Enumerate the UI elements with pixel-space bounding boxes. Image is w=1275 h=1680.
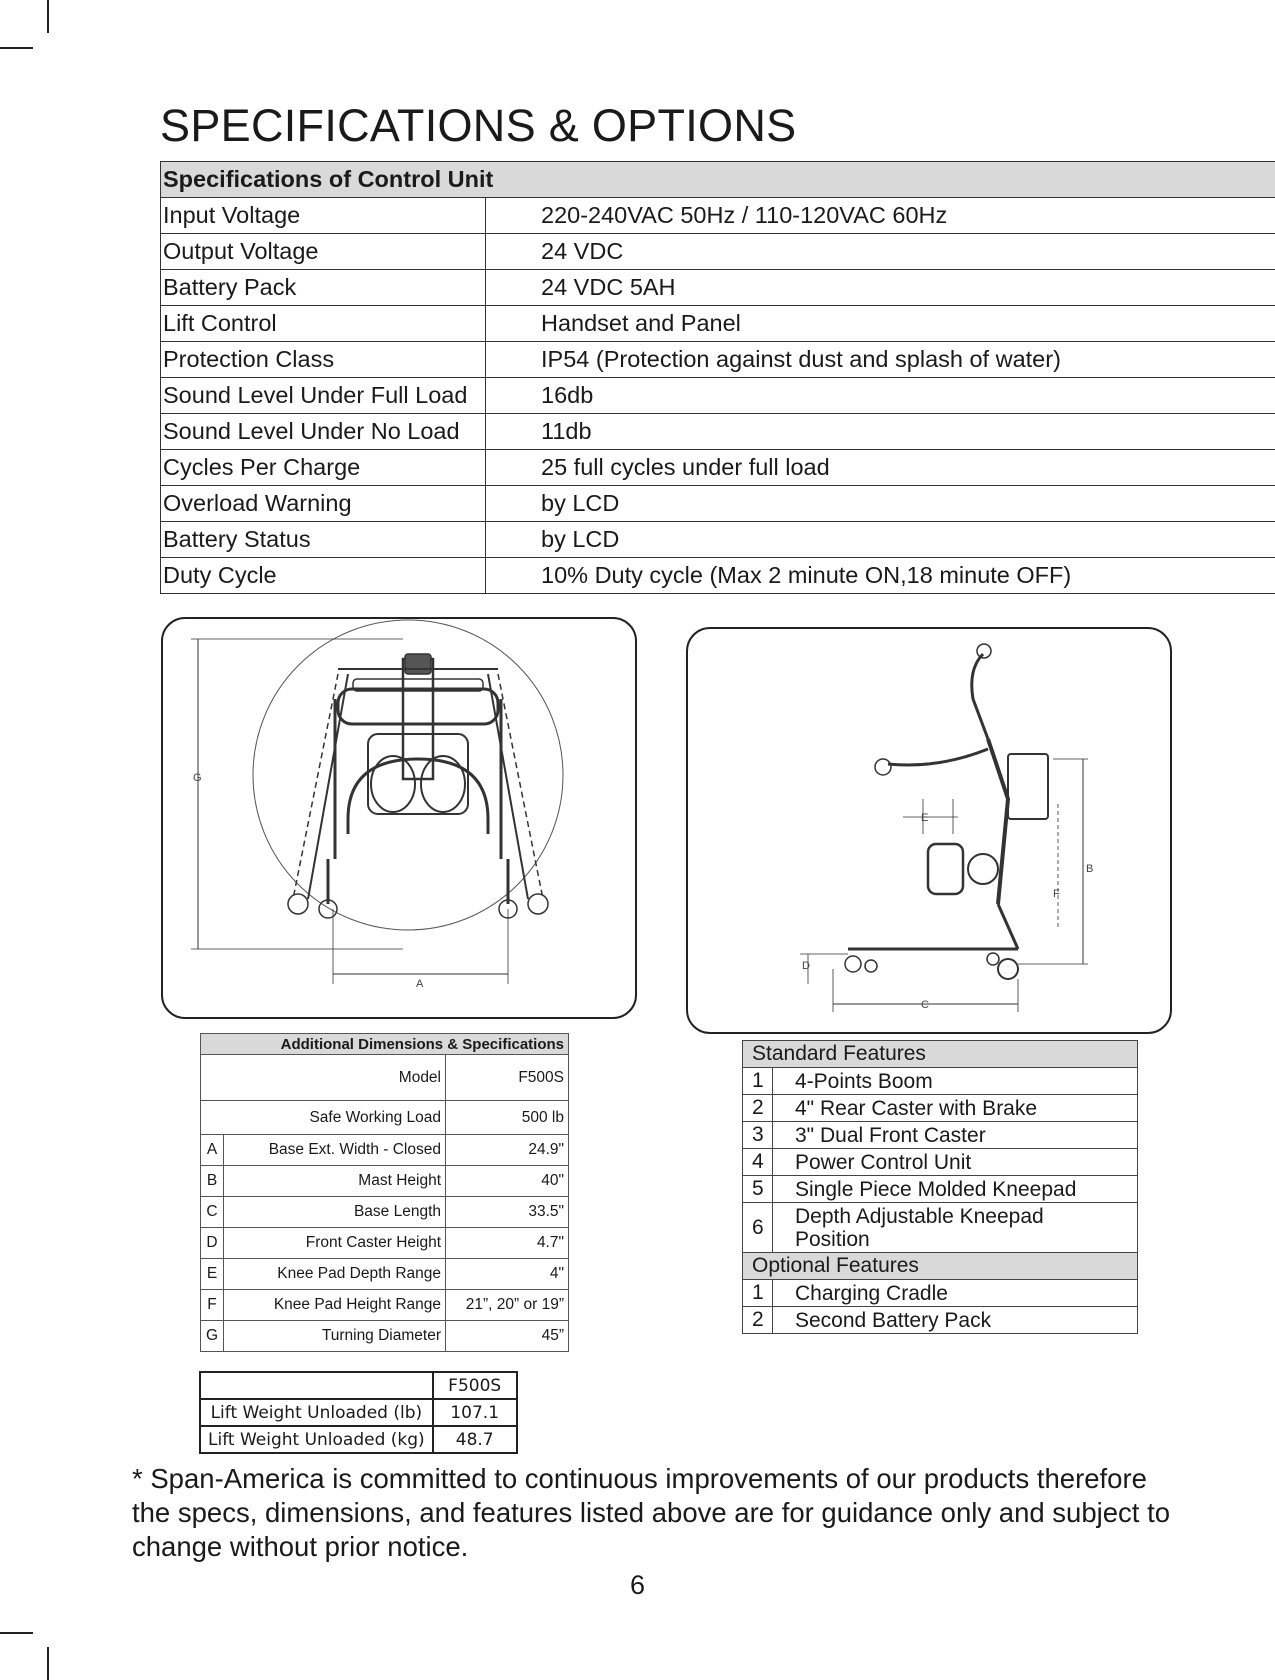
dim-value: 40" xyxy=(446,1166,569,1197)
table-row xyxy=(743,1122,1138,1149)
lift-top-view-drawing xyxy=(163,619,635,1017)
spec-value: 16db xyxy=(486,378,1275,414)
spec-label: Protection Class xyxy=(161,342,486,378)
dim-code: F xyxy=(201,1290,224,1321)
dim-value: 4.7" xyxy=(446,1228,569,1259)
top-view-diagram-panel xyxy=(161,617,637,1019)
table-row xyxy=(161,522,1275,558)
feature-number: 2 xyxy=(743,1307,773,1334)
table-row xyxy=(200,1399,517,1426)
features-table xyxy=(742,1040,1138,1334)
dim-code: D xyxy=(201,1228,224,1259)
dim-code: C xyxy=(201,1197,224,1228)
dim-code: B xyxy=(201,1166,224,1197)
dim-label: Base Ext. Width - Closed xyxy=(224,1135,446,1166)
swl-value: 500 lb xyxy=(446,1101,569,1135)
table-header: Additional Dimensions & Specifications xyxy=(201,1034,569,1055)
dimension-label-e: E xyxy=(921,812,929,824)
feature-number: 1 xyxy=(743,1280,773,1307)
feature-text: Power Control Unit xyxy=(773,1149,1138,1176)
spec-label: Battery Pack xyxy=(161,270,486,306)
dim-value: 4" xyxy=(446,1259,569,1290)
table-row xyxy=(201,1259,569,1290)
table-row xyxy=(743,1280,1138,1307)
side-view-diagram-panel xyxy=(686,627,1172,1034)
table-row xyxy=(201,1135,569,1166)
table-row xyxy=(201,1290,569,1321)
spec-label: Sound Level Under No Load xyxy=(161,414,486,450)
dim-code: A xyxy=(201,1135,224,1166)
spec-label: Lift Control xyxy=(161,306,486,342)
page-number: 6 xyxy=(629,1570,646,1600)
lift-weight-table xyxy=(199,1371,518,1454)
table-row xyxy=(161,342,1275,378)
feature-number: 2 xyxy=(743,1095,773,1122)
dim-code: E xyxy=(201,1259,224,1290)
model-value: F500S xyxy=(446,1055,569,1101)
table-row xyxy=(161,486,1275,522)
dim-label: Mast Height xyxy=(224,1166,446,1197)
table-row xyxy=(201,1228,569,1259)
dimension-label-d: D xyxy=(802,960,810,972)
dimension-label-f: F xyxy=(1053,888,1060,900)
spec-value: 24 VDC xyxy=(486,234,1275,270)
table-row xyxy=(743,1307,1138,1334)
dim-value: 45” xyxy=(446,1321,569,1352)
spec-label: Input Voltage xyxy=(161,198,486,234)
spec-value: 10% Duty cycle (Max 2 minute ON,18 minute OFF) xyxy=(486,558,1275,594)
crop-mark xyxy=(0,1632,33,1634)
table-row xyxy=(743,1176,1138,1203)
table-row xyxy=(743,1068,1138,1095)
optional-features-header: Optional Features xyxy=(743,1253,1138,1280)
dim-label: Knee Pad Depth Range xyxy=(224,1259,446,1290)
feature-text: Depth Adjustable Kneepad Position xyxy=(773,1203,1138,1253)
spec-value: 11db xyxy=(486,414,1275,450)
spec-label: Duty Cycle xyxy=(161,558,486,594)
dim-code: G xyxy=(201,1321,224,1352)
dim-label: Front Caster Height xyxy=(224,1228,446,1259)
spec-value: IP54 (Protection against dust and splash of water) xyxy=(486,342,1275,378)
feature-number: 5 xyxy=(743,1176,773,1203)
crop-mark xyxy=(47,1647,49,1680)
weight-label: Lift Weight Unloaded (lb) xyxy=(200,1399,433,1426)
feature-number: 6 xyxy=(743,1203,773,1253)
spec-value: by LCD xyxy=(486,486,1275,522)
dimension-label-a: A xyxy=(416,978,424,990)
weight-label: Lift Weight Unloaded (kg) xyxy=(200,1426,433,1453)
feature-number: 1 xyxy=(743,1068,773,1095)
spec-label: Sound Level Under Full Load xyxy=(161,378,486,414)
table-row xyxy=(201,1166,569,1197)
table-row xyxy=(161,306,1275,342)
spec-label: Cycles Per Charge xyxy=(161,450,486,486)
feature-text: 3" Dual Front Caster xyxy=(773,1122,1138,1149)
dim-label: Turning Diameter xyxy=(224,1321,446,1352)
spec-value: Handset and Panel xyxy=(486,306,1275,342)
crop-mark xyxy=(0,47,33,49)
dimension-label-b: B xyxy=(1086,863,1094,875)
empty-header-cell xyxy=(200,1372,433,1399)
table-row xyxy=(743,1203,1138,1253)
table-row xyxy=(201,1101,569,1135)
model-label: Model xyxy=(201,1055,446,1101)
table-row xyxy=(161,234,1275,270)
swl-label: Safe Working Load xyxy=(201,1101,446,1135)
weight-value: 107.1 xyxy=(433,1399,517,1426)
spec-value: 25 full cycles under full load xyxy=(486,450,1275,486)
crop-mark xyxy=(47,0,49,33)
table-header: Specifications of Control Unit xyxy=(161,162,1275,198)
weight-value: 48.7 xyxy=(433,1426,517,1453)
feature-text: Charging Cradle xyxy=(773,1280,1138,1307)
feature-number: 3 xyxy=(743,1122,773,1149)
dim-value: 24.9" xyxy=(446,1135,569,1166)
control-unit-spec-table xyxy=(160,161,1275,594)
spec-label: Battery Status xyxy=(161,522,486,558)
feature-text: 4-Points Boom xyxy=(773,1068,1138,1095)
spec-label: Output Voltage xyxy=(161,234,486,270)
table-row xyxy=(161,558,1275,594)
lift-side-view-drawing xyxy=(688,629,1170,1032)
spec-label: Overload Warning xyxy=(161,486,486,522)
spec-value: by LCD xyxy=(486,522,1275,558)
standard-features-header: Standard Features xyxy=(743,1041,1138,1068)
dimension-label-g: G xyxy=(193,772,202,784)
dim-label: Base Length xyxy=(224,1197,446,1228)
table-row xyxy=(161,450,1275,486)
table-row xyxy=(201,1055,569,1101)
table-row xyxy=(200,1372,517,1399)
dimension-label-c: C xyxy=(921,999,929,1011)
table-row xyxy=(200,1426,517,1453)
dim-label: Knee Pad Height Range xyxy=(224,1290,446,1321)
disclaimer-note: * Span-America is committed to continuous improvements of our products therefore the specs, dimensions, and features listed above are for guidance only and subject to change without prior notice. xyxy=(132,1463,1171,1562)
dim-value: 33.5" xyxy=(446,1197,569,1228)
table-row xyxy=(743,1149,1138,1176)
table-row xyxy=(161,378,1275,414)
feature-text: Second Battery Pack xyxy=(773,1307,1138,1334)
feature-number: 4 xyxy=(743,1149,773,1176)
dim-value: 21”, 20” or 19” xyxy=(446,1290,569,1321)
spec-value: 24 VDC 5AH xyxy=(486,270,1275,306)
table-row xyxy=(161,198,1275,234)
spec-value: 220-240VAC 50Hz / 110-120VAC 60Hz xyxy=(486,198,1275,234)
weight-model: F500S xyxy=(433,1372,517,1399)
table-row xyxy=(201,1197,569,1228)
additional-dimensions-table xyxy=(200,1033,569,1352)
page-title: SPECIFICATIONS & OPTIONS xyxy=(160,100,797,151)
table-row xyxy=(743,1095,1138,1122)
table-row xyxy=(161,270,1275,306)
table-row xyxy=(201,1321,569,1352)
table-row xyxy=(161,414,1275,450)
feature-text: 4" Rear Caster with Brake xyxy=(773,1095,1138,1122)
feature-text: Single Piece Molded Kneepad xyxy=(773,1176,1138,1203)
